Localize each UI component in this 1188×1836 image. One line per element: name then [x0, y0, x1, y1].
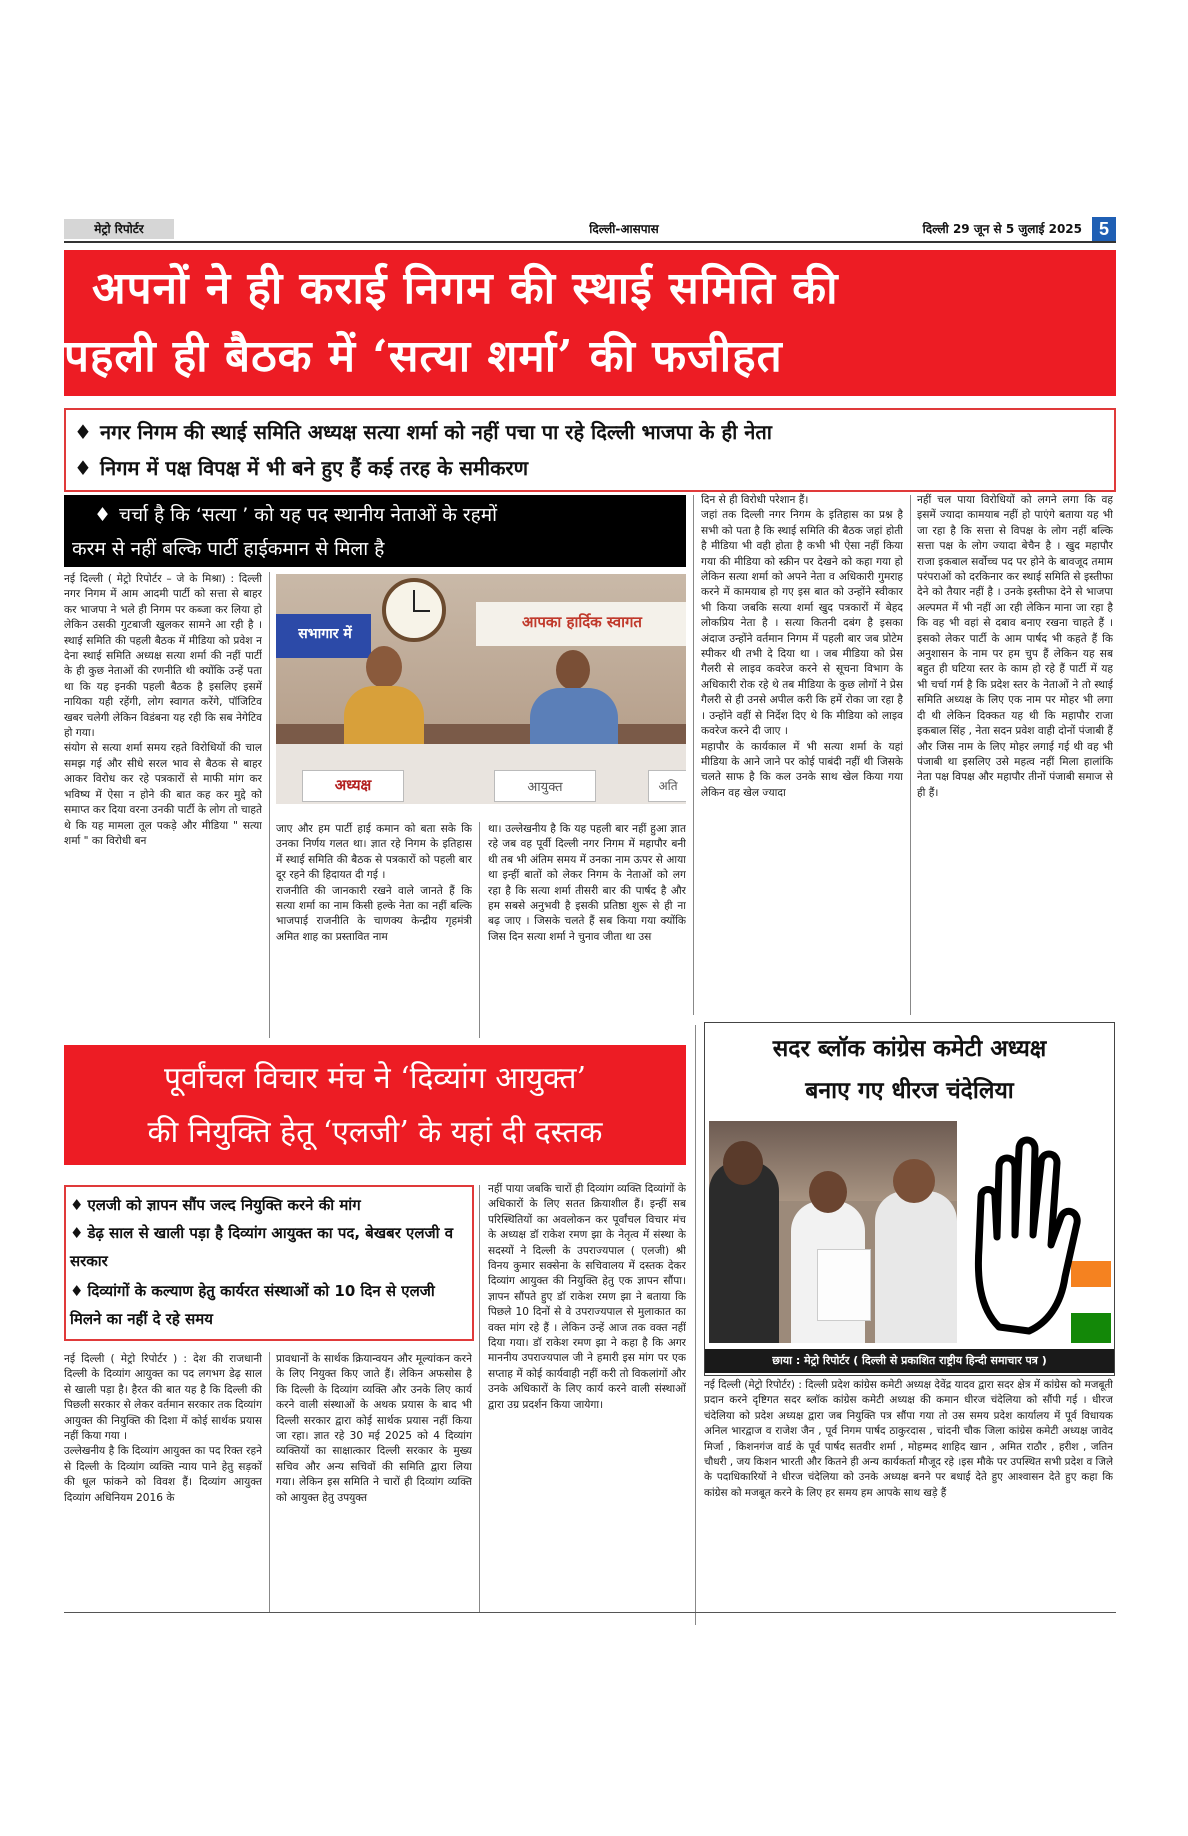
diamond-bullet-icon: ♦ — [94, 504, 112, 526]
clock-icon — [382, 578, 446, 642]
person-1-head — [723, 1141, 763, 1185]
story3-photo — [709, 1121, 957, 1343]
header-left-label: मेट्रो रिपोर्टर — [64, 219, 174, 239]
diamond-bullet-icon: ♦ — [70, 1196, 84, 1214]
diamond-bullet-icon: ♦ — [70, 1282, 84, 1300]
header-section-label: दिल्ली-आसपास — [589, 222, 659, 236]
column-divider — [693, 495, 694, 1015]
column-divider — [269, 572, 270, 1038]
column-divider — [910, 495, 911, 1015]
story1-bullets-box — [64, 408, 1116, 492]
person-3 — [875, 1191, 957, 1343]
story2-bullet-text: एलजी को ज्ञापन सौंप जल्द नियुक्ति करने की मांग — [87, 1196, 361, 1214]
story1-quote-text1: चर्चा है कि ‘सत्या ’ को यह पद स्थानीय नेताओं के रहमों — [119, 504, 498, 526]
story2-column-2: प्रावधानों के सार्थक क्रियान्वयन और मूल्यांकन करने के लिए नियुक्त किए जाते हैं। लेकिन अफसोस है कि दिल्ली के दिव्यांग व्यक्ति और उनके लिए कार्य करने वाली संस्थाओं के अथक प्रयास के बाद भी दिल्ली सरकार द्वारा कोई सार्थक प्रयास नहीं किया जा रहा। ज्ञात रहे 30 मई 2025 को 4 दिव्यांग व्यक्तियों का साक्षात्कार दिल्ली सरकार के मुख्य सचिव और अन्य सचिवों की समिति द्वारा लिया गया। लेकिन इस समिति ने चारों ही दिव्यांग व्यक्ति को आयुक्त हेतु उपयुक्त — [276, 1353, 472, 1504]
column-divider — [695, 1025, 696, 1625]
story1-headline-box — [64, 250, 1116, 396]
story3-box — [704, 1022, 1115, 1376]
photo-sign-far — [648, 770, 686, 802]
story1-headline-line1: अपनों ने ही कराई निगम की स्थाई समिति की — [92, 263, 839, 314]
clock-hand — [413, 590, 415, 612]
hand-outline-icon — [969, 1127, 1089, 1341]
story1-photo — [276, 574, 686, 804]
story2-column-3: नहीं पाया जबकि चारों ही दिव्यांग व्यक्ति दिव्यांगों के अधिकारों के लिए सतत क्रियाशील हैं। इन्हीं सब परिस्थितियों का अवलोकन कर पूर्वांचल विचार मंच के अध्यक्ष डॉ राकेश रमण झा के नेतृत्व में संस्था के सदस्यों ने दिल्ली के उपराज्यपाल ( एलजी) श्री विनय कुमार सक्सेना के सचिवालय में दस्तक देकर दिव्यांग आयुक्त की नियुक्ति हेतु एक ज्ञापन सौंपा। ज्ञापन सौंपते हुए डॉ राकेश रमण झा ने बताया कि पिछले 10 दिनों से वे उपराज्यपाल से मुलाकात का वक्त मांग रहे हैं । लेकिन उन्हें आज तक वक्त नहीं दिया गया। डॉ राकेश रमण झा ने कहा है कि अगर माननीय उपराज्यपाल जी ने हमारी इस मांग पर एक सप्ताह में कोई कार्यवाही नहीं करी तो विकलांगों और उनके अधिकारों के लिए कार्य करने वाली संस्थाओं द्वारा उग्र प्रदर्शन किया जायेगा। — [488, 1183, 686, 1411]
story1-column-3: था। उल्लेखनीय है कि यह पहली बार नहीं हुआ ज्ञात रहे जब वह पूर्वी दिल्ली नगर निगम में महापौर बनी थी तब भी अंतिम समय में उनका नाम ऊपर से आया था इन्हीं बातों को लेकर निगम के नेताओं को लग रहा है कि सत्या शर्मा तीसरी बार की पार्षद है और हम सबसे अनुभवी है इसकी प्रतिष्ठा शुरू से ही ना बढ़ जाए । जिसके चलते हैं सब किया गया क्योंकि जिस दिन सत्या शर्मा ने चुनाव जीता था उस — [488, 823, 686, 943]
column-divider — [269, 1352, 270, 1612]
clock-hand — [414, 610, 430, 612]
photo-sign-left — [302, 770, 404, 802]
story3-photo-caption: छाया : मेट्रो रिपोर्टर ( दिल्ली से प्रकाशित राष्ट्रीय हिन्दी समाचार पत्र ) — [705, 1349, 1114, 1373]
story2-bullet-1 — [70, 1191, 470, 1219]
story3-headline-line2: बनाए गए धीरज चंदेलिया — [805, 1078, 1014, 1104]
photo-banner-right — [476, 602, 686, 646]
story1-headline-line2: पहली ही बैठक में ‘सत्या शर्मा’ की फजीहत — [64, 331, 783, 382]
person-head — [366, 646, 402, 688]
column-divider — [479, 1185, 480, 1612]
header-date: दिल्ली 29 जून से 5 जुलाई 2025 — [922, 222, 1082, 236]
person-2-head — [809, 1171, 847, 1213]
story1-bullet-1 — [74, 416, 1104, 448]
story1-bullet-text: निगम में पक्ष विपक्ष में भी बने हुए हैं कई तरह के समीकरण — [99, 456, 529, 480]
story1-bullet-text: नगर निगम की स्थाई समिति अध्यक्ष सत्या शर्मा को नहीं पचा पा रहे दिल्ली भाजपा के ही नेता — [99, 420, 772, 444]
story1-column-1: नई दिल्ली ( मेट्रो रिपोर्टर – जे के मिश्रा) : दिल्ली नगर निगम में आम आदमी पार्टी को सत्ता से बाहर कर भाजपा ने भले ही निगम पर कब्जा कर लिया हो लेकिन उसकी गुटबाजी खुलकर सामने आ रही है । स्थाई समिति की पहली बैठक में मीडिया को प्रवेश न देना स्थाई समिति अध्यक्ष सत्या शर्मा की नहीं पार्टी के ही कुछ नेताओं की रणनीति थी क्योंकि उन्हें पता था कि यह इनकी पहली बैठक है इसलिए इसमें नायिका यही रहेंगी, लोग स्वागत करेंगे, पॉजिटिव खबर चलेगी लेकिन विडंबना यह रही कि सब नेगेटिव हो गया। संयोग से सत्या शर्मा समय रहते विरोधियों की चाल समझ गई और सीधे सरल भाव से बैठक से बाहर आकर विरोध कर रहे पत्रकारों से माफी मांग कर भविष्य में ऐसा न होने की बात कह कर मुद्दे को समाप्त कर दिया वरना उनकी पार्टी के लोग तो चाहते थे कि यह मामला तूल पकड़े और मीडिया " सत्या शर्मा " का विरोधी बन — [64, 573, 262, 847]
diamond-bullet-icon: ♦ — [74, 456, 92, 480]
story2-bullet-2 — [70, 1219, 470, 1275]
column-divider — [479, 822, 480, 1038]
congress-hand-icon — [961, 1121, 1111, 1343]
footer-rule — [64, 1612, 1116, 1613]
story2-bullet-text: दिव्यांगों के कल्याण हेतु कार्यरत संस्थाओं को 10 दिन से एलजी मिलने का नहीं दे रहे समय — [70, 1282, 435, 1328]
sign-left-text: अध्यक्ष — [334, 776, 372, 794]
banner-right-text: आपका हार्दिक स्वागत — [522, 613, 642, 631]
story2-headline-box — [64, 1045, 686, 1165]
story2-bullet-3 — [70, 1277, 470, 1333]
story2-bullet-text: डेढ़ साल से खाली पड़ा है दिव्यांग आयुक्त का पद, बेखबर एलजी व सरकार — [70, 1224, 454, 1270]
story1-quote-box — [64, 495, 686, 567]
photo-person-left — [336, 644, 432, 754]
story2-headline-line2: की नियुक्ति हेतू ‘एलजी’ के यहां दी दस्तक — [147, 1115, 603, 1150]
story1-quote-line1 — [94, 499, 684, 531]
sign-far-text: अति — [658, 779, 678, 793]
page-header — [64, 217, 1116, 241]
story3-body: नई दिल्ली (मेट्रो रिपोर्टर) : दिल्ली प्रदेश कांग्रेस कमेटी अध्यक्ष देवेंद्र यादव द्वारा सदर क्षेत्र में कांग्रेस को मजबूती प्रदान करने दृष्टिगत सदर ब्लॉक कांग्रेस कमेटी अध्यक्ष की कमान धीरज चंदेलिया को सौंपी गई । धीरज चंदेलिया को प्रदेश अध्यक्ष द्वारा जब नियुक्ति पत्र सौंपा गया तो उस समय प्रदेश कार्यालय में पूर्व विधायक अनिल भारद्वाज व राजेश जैन , पूर्व निगम पार्षद ठाकुरदास , चांदनी चौक जिला कांग्रेस कमेटी अध्यक्ष जावेद मिर्जा , किशनगंज वार्ड के पूर्व पार्षद सतवीर शर्मा , मोहम्मद शाहिद खान , अमित राठौर , हरीश , जतिन चौधरी , जय किशन भारती और कितने ही अन्य कार्यकर्ता मौजूद रहे ।इस मौके पर उपस्थित सभी प्रदेश व जिले के पदाधिकारियों ने धीरज चंदेलिया को उनके अध्यक्ष बनने पर बधाई देते हुए आश्वासन देते हुए कहा कि कांग्रेस को मजबूत करने के लिए हर समय हम आपके साथ खड़े हैं — [704, 1379, 1113, 1499]
story1-column-2: जाए और हम पार्टी हाई कमान को बता सके कि उनका निर्णय गलत था। ज्ञात रहे निगम के इतिहास में स्थाई समिति की बैठक से पत्रकारों को पहली बार दूर रहने की हिदायत दी गई । राजनीति की जानकारी रखने वाले जानते हैं कि सत्या शर्मा का नाम किसी हल्के नेता का नहीं बल्कि भाजपाई राजनीति के चाणक्य केन्द्रीय गृहमंत्री अमित शाह का प्रस्तावित नाम — [276, 823, 472, 943]
story1-column-4: दिन से ही विरोधी परेशान हैं। जहां तक दिल्ली नगर निगम के इतिहास का प्रश्न है सभी को पता है कि स्थाई समिति की बैठक जहां होती है मीडिया भी वही होता है कभी भी ऐसा नहीं किया गया की मीडिया को स्क्रीन पर देखने को कहा गया हो लेकिन सत्या शर्मा को अपने नेता व अधिकारी गुमराह करने में कामयाब हो गए इस बात को उन्होंने स्वीकार भी किया जबकि सत्या शर्मा खुद पत्रकारों में बेहद लोकप्रिय नेता है । सत्या कितनी दबंग है इसका अंदाज उन्होंने वर्तमान निगम में पहली बार जब प्रोटेम स्पीकर थी तभी दे दिया था । जब मीडिया को प्रेस गैलरी से लाइव कवरेज करने से सूचना विभाग के अधिकारी रोक रहे थे तब मीडिया के कुछ लोगों ने प्रेस गैलरी से ही उनसे अपील करी कि हमें रोका जा रहा है । उन्होंने वहीं से निर्देश दिए थे कि मीडिया को लाइव कवरेज करने दी जाए । महापौर के कार्यकाल में भी सत्या शर्मा के यहां मीडिया के आने जाने पर कोई पाबंदी नहीं थी जिसके चलते साफ है कि कल उनके साथ खेल किया गया लेकिन वह खेल ज्यादा — [701, 494, 903, 799]
story2-column-1: नई दिल्ली ( मेट्रो रिपोर्टर ) : देश की राजधानी दिल्ली के दिव्यांग आयुक्त का पद लगभग डेढ़ साल से खाली पड़ा है। हैरत की बात यह है कि दिल्ली की पिछली सरकार से लेकर वर्तमान सरकार तक दिव्यांग आयुक्त की नियुक्ति की दिशा में कोई सार्थक प्रयास नहीं किया गया । उल्लेखनीय है कि दिव्यांग आयुक्त का पद रिक्त रहने से दिल्ली के दिव्यांग व्यक्ति न्याय पाने हेतु सड़कों की धूल फांकने को विवश हैं। दिव्यांग आयुक्त दिव्यांग अधिनियम 2016 के — [64, 1353, 262, 1504]
story1-bullet-2 — [74, 452, 1104, 484]
person-head — [556, 650, 590, 690]
story2-bullets-box — [64, 1185, 474, 1341]
page-number-badge: 5 — [1092, 217, 1116, 241]
photo-sign-right — [494, 770, 596, 802]
person-1 — [709, 1161, 779, 1343]
diamond-bullet-icon: ♦ — [70, 1224, 84, 1242]
person-3-head — [893, 1159, 935, 1203]
letter-paper — [817, 1249, 871, 1321]
story3-headline-line1: सदर ब्लॉक कांग्रेस कमेटी अध्यक्ष — [772, 1036, 1047, 1062]
sign-right-text: आयुक्त — [527, 780, 563, 795]
photo-person-right — [524, 648, 624, 754]
diamond-bullet-icon: ♦ — [74, 420, 92, 444]
banner-left-text: सभागार में — [298, 626, 352, 642]
story1-quote-line2: करम से नहीं बल्कि पार्टी हाईकमान से मिला है — [72, 538, 385, 560]
story1-column-5: नहीं चल पाया विरोधियों को लगने लगा कि वह इसमें ज्यादा कामयाब नहीं हो पाएंगे बताया यह भी जा रहा है कि सत्ता से विपक्ष के लोग नहीं बल्कि सत्ता पक्ष के लोग ज्यादा बेचैन है । खुद महापौर राजा इकबाल सर्वोच्च पद पर होने के बावजूद तमाम परंपराओं को दरकिनार कर स्थाई समिति से इस्तीफा देने को तैयार नहीं है । उनके इस्तीफा देने से भाजपा अल्पमत में भी नहीं आ रही लेकिन माना जा रहा है कि वह भी वहां से दबाव बनाए रखना चाहते हैं । इसको लेकर पार्टी के आम पार्षद भी कहते हैं कि अनुशासन के नाम पर हम चुप हैं लेकिन यह सब बहुत ही घटिया स्तर के काम हो रहे हैं पार्टी में यह भी चर्चा गर्म है कि प्रदेश स्तर के नेताओं ने तो स्थाई समिति अध्यक्ष के लिए एक नाम पर मोहर भी लगा दी थी लेकिन दिक्कत यह थी कि महापौर राजा इकबाल सिंह , नेता सदन प्रवेश वाही दोनों पंजाबी हैं और जिस नाम के लिए मोहर लगाई गई थी वह भी पंजाबी था इसलिए उसे महत्व नहीं मिला हालांकि नेता पक्ष विपक्ष और महापौर तीनों पंजाबी समाज से ही हैं। — [917, 494, 1113, 799]
story2-headline-line1: पूर्वांचल विचार मंच ने ‘दिव्यांग आयुक्त’ — [163, 1061, 587, 1096]
header-rule — [64, 241, 1116, 243]
